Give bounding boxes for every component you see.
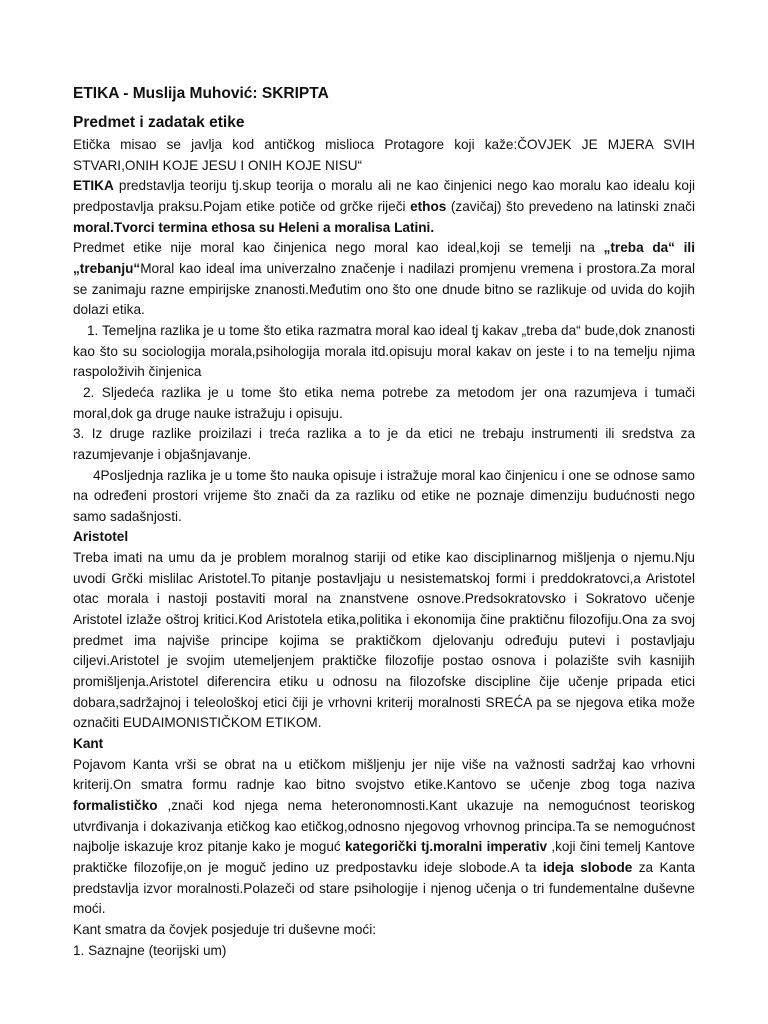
text-run: ,znači kod njega nema heteronomnosti.Kant ukazuje na nemogućnost teoriskog utvrđivanja i dokazivanja etičkog kao etičkog,odnosno njegovog vrhovnog principa.Ta se nemogućnost najbolje iskazuje kroz pitanje kako je moguć [73, 798, 695, 855]
document-body [73, 135, 695, 961]
bold-text: ETIKA [73, 178, 114, 194]
paragraph [73, 527, 695, 548]
bold-text: ideja slobode [542, 859, 633, 875]
text-run: Predmet etike nije moral kao činjenica nego moral kao ideal,koji se temelji na [73, 240, 604, 256]
paragraph [73, 383, 695, 424]
paragraph [73, 424, 695, 465]
bold-text: „treba da“ ili „trebanju“ [73, 240, 695, 276]
paragraph [73, 941, 695, 962]
bold-text: ethos [410, 198, 447, 214]
text-run: 1. Temeljna razlika je u tome što etika razmatra moral kao ideal tj kakav „treba da“ bude,dok znanosti kao što su sociologija morala,psihologija morala itd.opisuju moral kakav on jeste i to na temelju njima raspoloživih činjenica [73, 322, 695, 380]
text-run: 3. Iz druge razlike proizilazi i treća razlika a to je da etici ne trebaju instrumenti ili sredstva za razumjevanje i objašnjavanje. [73, 426, 695, 462]
text-run: Moral kao ideal ima univerzalno značenje i nadilazi promjenu vremena i prostora.Za moral se zanimaju razne empirijske znanosti.Međutim ono što one dnude bitno se razlikuje od uvida do kojih dolazi etika. [73, 260, 695, 318]
text-run: za Kanta predstavlja izvor moralnosti.Polazeči od stare psihologije i njenog učenja o tri fundementalne duševne moći. [73, 859, 696, 917]
bold-text: formalističko [73, 798, 158, 813]
bold-text: moral.Tvorci termina ethosa su Heleni a moralisa Latini. [73, 219, 435, 235]
paragraph [73, 176, 695, 238]
bold-text: Aristotel [73, 529, 129, 545]
text-run: predstavlja teoriju tj.skup teorija o moralu ali ne kao činjenici nego kao moralu kao idealu koji predpostavlja praksu.Pojam etike potiče od grčke riječi [73, 178, 695, 214]
paragraph [73, 920, 695, 941]
text-run: (zavičaj) što prevedeno na latinski znači [446, 198, 695, 214]
document-title: ETIKA - Muslija Muhović: SKRIPTA [73, 85, 329, 102]
text-run: Kant smatra da čovjek posjeduje tri duševne moći: [73, 921, 376, 937]
section-heading: Predmet i zadatak etike [73, 114, 245, 131]
paragraph [73, 466, 695, 528]
text-run: Etička misao se javlja kod antičkog mislioca Protagore koji kaže:ČOVJEK JE MJERA SVIH STVARI,ONIH KOJE JESU I ONIH KOJE NISU“ [73, 137, 695, 173]
paragraph [73, 321, 695, 383]
paragraph [73, 548, 695, 734]
paragraph [73, 238, 695, 321]
text-run: 2. Sljedeća razlika je u tome što etika nema potrebe za metodom jer ona razumjeva i tumači moral,dok ga druge nauke istražuju i opisuju. [73, 384, 695, 421]
text-run: Pojavom Kanta vrši se obrat na u etičkom mišljenju jer nije više na važnosti sadržaj kao vrhovni kriterij.On smatra formu radnje kao bitno svojstvo etike.Kantovo se učenje zbog toga naziva [73, 756, 695, 793]
paragraph [73, 135, 695, 176]
paragraph [73, 734, 695, 755]
text-run: Treba imati na umu da je problem moralnog stariji od etike kao disciplinarnog mišljenja o njemu.Nju uvodi Grčki mislilac Aristotel.To pitanje postavljaju u nesistematskoj formi i preddokratovci,a Aristotel otac morala i nastoji postaviti moral na znanstvene osnove.Predsokratovsko i Sokratovo učenje Aristotel izlaže oštroj kritici.Kod Aristotela etika,politika i ekonomija čine praktičnu filozofiju.Ona za svoj predmet ima najviše principe kojima se praktičkom djelovanju određuju putevi i postavljaju ciljevi.Aristotel je svojim utemeljenjem praktičke filozofije postao osnova i polazište svih kasnijih promišljenja.Aristotel diferencira etiku u odnosu na filozofske discipline čije učenje pripada etici dobara,sadržajnoj i teleološkoj etici čiji je vrhovni kriterij moralnosti SREĆA pa se njegova etika može označiti EUDAIMONISTIČKOM ETIKOM. [73, 550, 695, 731]
bold-text: kategorički tj.moralni imperativ [345, 839, 548, 855]
bold-text: Kant [73, 736, 104, 752]
paragraph [73, 755, 695, 920]
text-run: 1. Saznajne (teorijski um) [73, 942, 227, 958]
text-run: 4Posljednja razlika je u tome što nauka opisuje i istražuje moral kao činjenicu i one se odnose samo na određeni prostori vrijeme što znači da za razliku od etike ne poznaje dimenziju budućnosti nego samo sadašnjosti. [73, 467, 695, 524]
text-run: ,koji čini temelj Kantove praktičke filozofije,on je moguč jedino uz predpostavku ideje slobode.A ta [73, 839, 695, 875]
